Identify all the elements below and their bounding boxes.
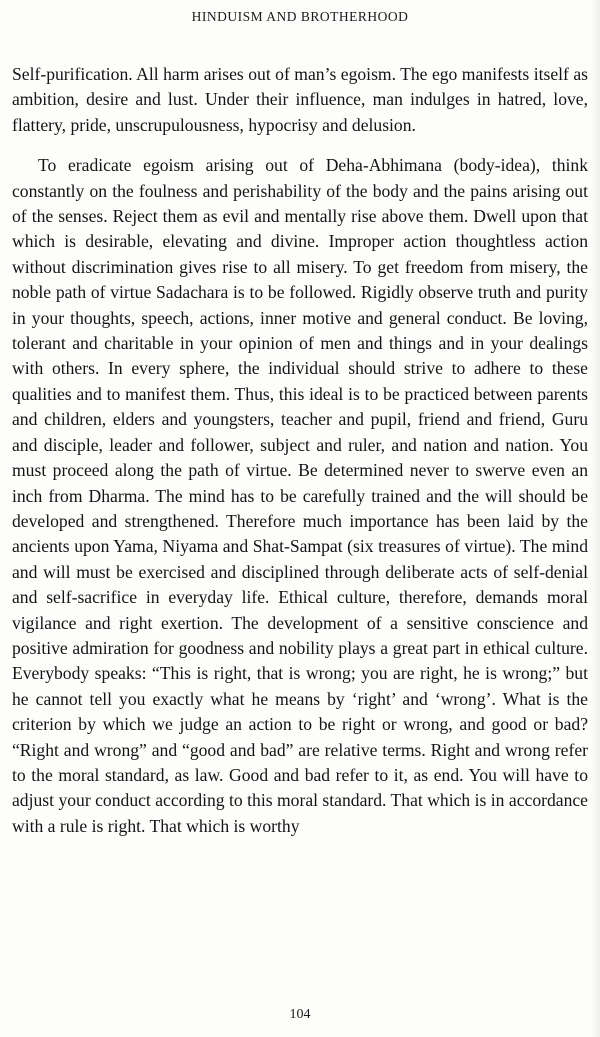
- paragraph-egoism: To eradicate egoism arising out of Deha-Abhimana (body-idea), think constantly on the foulness and perishability of the body and the pains arising out of the senses. Reject them as evil and mentally rise above them. Dwell upon that which is desirable, elevating and divine. Improper action thoughtless action without discrimination gives rise to all misery. To get freedom from misery, the noble path of virtue Sadachara is to be followed. Rigidly observe truth and purity in your thoughts, speech, actions, inner motive and general conduct. Be loving, tolerant and charitable in your opinion of men and things and in your dealings with others. In every sphere, the individual should strive to adhere to these qualities and to manifest them. Thus, this ideal is to be practiced between parents and children, elders and youngsters, teacher and pupil, friend and friend, Guru and disciple, leader and follower, subject and ruler, and nation and nation. You must proceed along the path of virtue. Be determined never to swerve even an inch from Dharma. The mind has to be carefully trained and the will should be developed and strengthened. Therefore much importance has been laid by the ancients upon Yama, Niyama and Shat-Sampat (six treasures of virtue). The mind and will must be exercised and disciplined through deliberate acts of self-denial and self-sacrifice in everyday life. Ethical culture, therefore, demands moral vigilance and right exertion. The development of a sensitive conscience and positive admiration for goodness and nobility plays a great part in ethical culture. Everybody speaks: “This is right, that is wrong; you are right, he is wrong;” but he cannot tell you exactly what he means by ‘right’ and ‘wrong’. What is the criterion by which we judge an action to be right or wrong, and good or bad? “Right and wrong” and “good and bad” are relative terms. Right and wrong refer to the moral standard, as law. Good and bad refer to it, as end. You will have to adjust your conduct according to this moral standard. That which is in accordance with a rule is right. That which is worthy: [12, 155, 588, 836]
- paragraph-continuation: Self-purification. All harm arises out of man’s egoism. The ego manifests itself as ambition, desire and lust. Under their influence, man indulges in hatred, love, flattery, pride, unscrupulousness, hypocrisy and delusion.: [12, 64, 588, 135]
- page-number: 104: [289, 1007, 311, 1022]
- body-text: [12, 62, 588, 839]
- running-head: HINDUISM AND BROTHERHOOD: [191, 9, 409, 24]
- page-edge-shadow: [590, 0, 600, 1037]
